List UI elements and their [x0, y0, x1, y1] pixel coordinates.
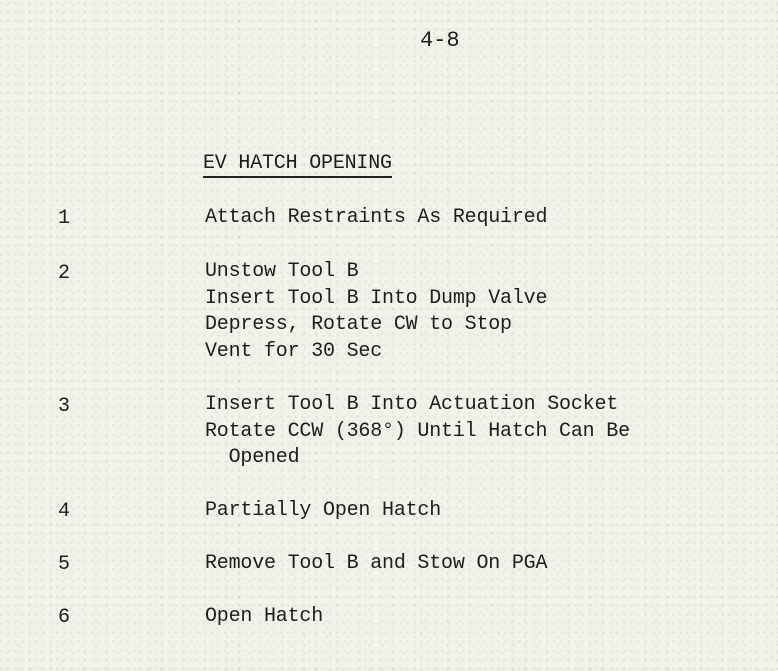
step-line: Attach Restraints As Required [205, 206, 548, 229]
page-number: 4-8 [420, 28, 460, 53]
step-3-text [205, 392, 630, 472]
step-2-text [205, 259, 547, 365]
step-1-text [205, 205, 547, 232]
step-line: Unstow Tool B [205, 260, 359, 283]
step-number: 3 [58, 395, 71, 418]
step-line: Insert Tool B Into Actuation Socket [205, 393, 619, 416]
step-line: Remove Tool B and Stow On PGA [205, 552, 548, 575]
step-line: Opened [205, 446, 300, 469]
step-number: 1 [58, 207, 71, 230]
section-title: EV HATCH OPENING [203, 152, 392, 178]
step-line: Partially Open Hatch [205, 499, 442, 522]
step-line: Depress, Rotate CW to Stop [205, 313, 512, 336]
step-number: 4 [58, 500, 71, 523]
step-number: 5 [58, 553, 71, 576]
step-number: 2 [58, 262, 71, 285]
step-5-text [205, 551, 547, 578]
step-line: Rotate CCW (368°) Until Hatch Can Be [205, 419, 630, 443]
step-6-text [205, 604, 323, 631]
step-line: Insert Tool B Into Dump Valve [205, 286, 548, 310]
step-4-text [205, 498, 441, 525]
step-line: Open Hatch [205, 605, 324, 628]
step-line: Vent for 30 Sec [205, 339, 383, 363]
step-number: 6 [58, 606, 71, 629]
